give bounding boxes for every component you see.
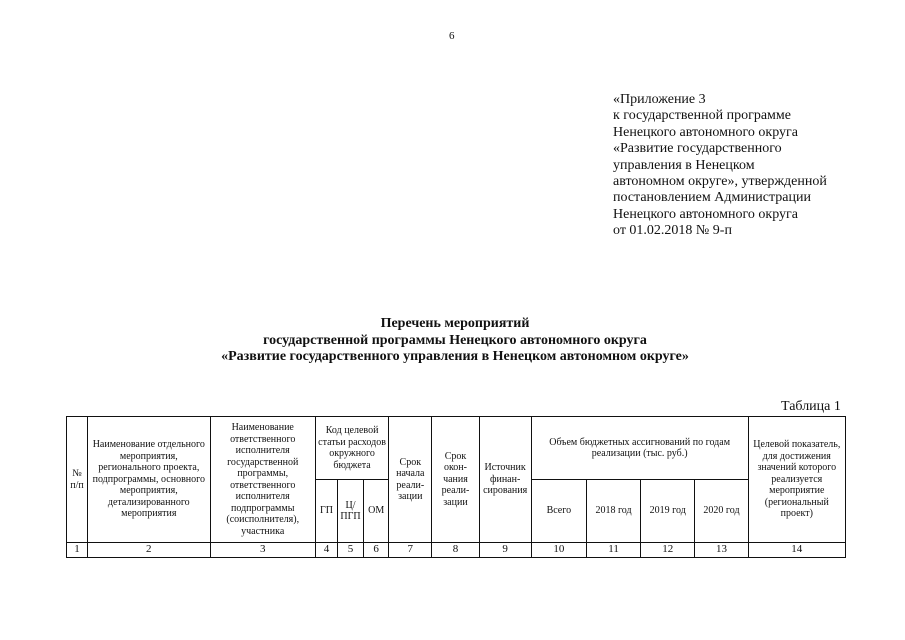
header-executor: Наименование ответственного исполнителя государственной программы, ответственного исполнителя подпрограммы (соисполнителя), участника <box>210 417 315 543</box>
appendix-block <box>613 92 827 240</box>
column-number: 11 <box>586 543 640 558</box>
column-number: 2 <box>88 543 210 558</box>
document-title <box>150 316 760 366</box>
page-number: 6 <box>449 30 455 42</box>
column-number: 3 <box>210 543 315 558</box>
appendix-line: «Развитие государственного <box>613 141 782 157</box>
appendix-line: постановлением Администрации <box>613 190 811 206</box>
column-number: 4 <box>315 543 337 558</box>
header-end: Срок окон- чания реали- зации <box>432 417 479 543</box>
header-2020: 2020 год <box>695 480 748 543</box>
appendix-line: управления в Ненецком <box>613 157 755 173</box>
column-number: 5 <box>338 543 364 558</box>
title-line: Перечень мероприятий <box>380 316 530 331</box>
title-line: государственной программы Ненецкого автономного округа <box>263 332 647 348</box>
header-target: Целевой показатель, для достижения значений которого реализуется мероприятие (региональный проект) <box>748 417 845 543</box>
column-number: 12 <box>641 543 695 558</box>
header-om: ОМ <box>364 480 389 543</box>
header-volume: Объем бюджетных ассигнований по годам реализации (тыс. руб.) <box>531 417 748 480</box>
column-number: 13 <box>695 543 748 558</box>
appendix-line: «Приложение 3 <box>613 92 706 107</box>
appendix-line: автономном округе», утвержденной <box>613 174 827 190</box>
header-num: № п/п <box>67 417 88 543</box>
header-2019: 2019 год <box>641 480 695 543</box>
header-gp: ГП <box>315 480 337 543</box>
appendix-line: к государственной программе <box>613 108 791 124</box>
appendix-line: Ненецкого автономного округа <box>613 124 798 140</box>
column-number-row <box>67 543 846 558</box>
header-2018: 2018 год <box>586 480 640 543</box>
measures-table <box>66 416 846 558</box>
header-cpgp: Ц/ ПГП <box>338 480 364 543</box>
column-number: 9 <box>479 543 531 558</box>
column-number: 8 <box>432 543 479 558</box>
appendix-line: от 01.02.2018 № 9-п <box>613 223 732 239</box>
title-line: «Развитие государственного управления в Ненецком автономном округе» <box>221 349 689 364</box>
table-label: Таблица 1 <box>781 399 841 414</box>
column-number: 14 <box>748 543 845 558</box>
header-row <box>67 417 846 480</box>
header-total: Всего <box>531 480 586 543</box>
header-name: Наименование отдельного мероприятия, регионального проекта, подпрограммы, основного мероприятия, детализированного мероприятия <box>88 417 210 543</box>
header-start: Срок начала реали- зации <box>389 417 432 543</box>
header-source: Источник финан- сирования <box>479 417 531 543</box>
column-number: 7 <box>389 543 432 558</box>
appendix-line: Ненецкого автономного округа <box>613 206 798 222</box>
column-number: 6 <box>364 543 389 558</box>
column-number: 10 <box>531 543 586 558</box>
column-number: 1 <box>67 543 88 558</box>
header-code: Код целевой статьи расходов окружного бюджета <box>315 417 388 480</box>
